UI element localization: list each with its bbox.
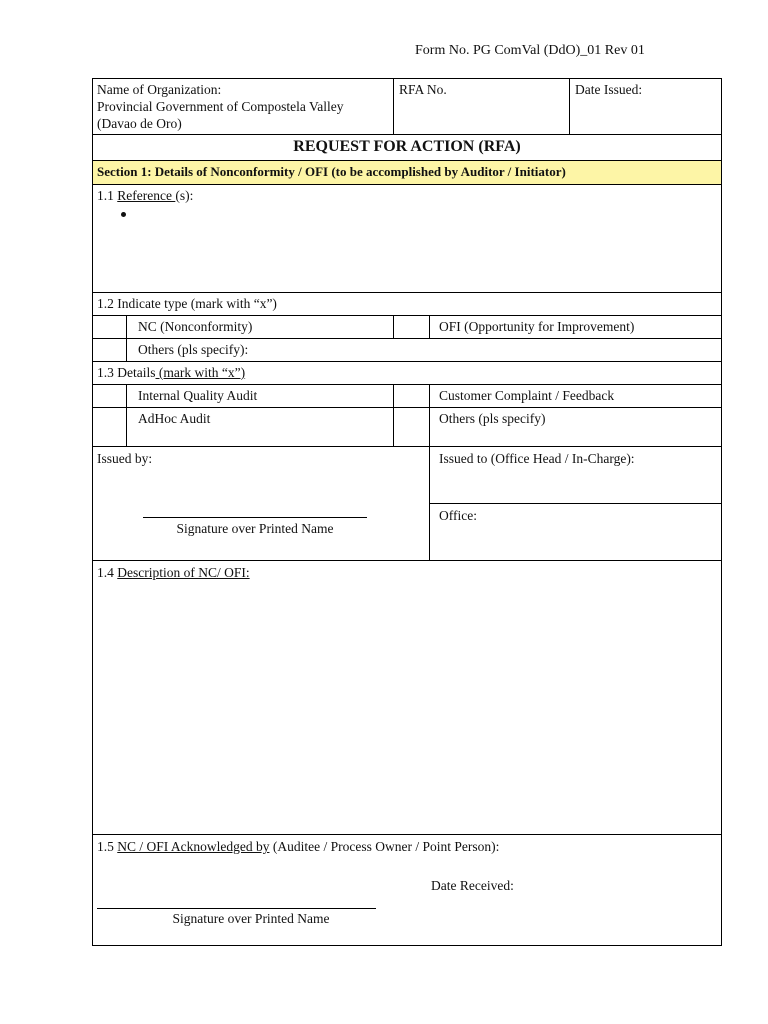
description-heading: 1.4 Description of NC/ OFI:: [97, 565, 250, 580]
ofi-label: OFI (Opportunity for Improvement): [439, 319, 635, 334]
divider: [92, 446, 722, 447]
type-others-label: Others (pls specify):: [138, 342, 249, 357]
divider: [92, 338, 722, 339]
divider: [92, 184, 722, 185]
acknowledged-signature-caption: Signature over Printed Name: [172, 911, 330, 926]
type-heading: 1.2 Indicate type (mark with “x”): [97, 296, 277, 311]
type-others-checkbox[interactable]: [93, 339, 126, 361]
bullet-point: [121, 212, 126, 217]
divider: [429, 315, 430, 338]
internal-audit-checkbox[interactable]: [93, 385, 126, 407]
divider: [569, 78, 570, 134]
issued-by-signature-caption: Signature over Printed Name: [176, 521, 334, 536]
divider: [429, 384, 430, 446]
office-label: Office:: [439, 508, 477, 523]
date-issued-label: Date Issued:: [575, 82, 643, 97]
divider: [429, 503, 722, 504]
divider: [92, 361, 722, 362]
description-field[interactable]: [93, 585, 721, 833]
divider: [393, 78, 394, 134]
divider: [92, 834, 722, 835]
nc-checkbox[interactable]: [93, 316, 126, 338]
signature-line: [143, 517, 367, 518]
rfa-no-label: RFA No.: [399, 82, 447, 97]
adhoc-audit-checkbox[interactable]: [93, 408, 126, 446]
org-label: Name of Organization:: [97, 82, 222, 97]
divider: [92, 560, 722, 561]
reference-heading: 1.1 Reference (s):: [97, 188, 194, 203]
date-received-label: Date Received:: [431, 878, 514, 893]
divider: [126, 384, 127, 446]
internal-audit-label: Internal Quality Audit: [138, 388, 258, 403]
divider: [92, 134, 722, 135]
acknowledged-heading: 1.5 NC / OFI Acknowledged by (Auditee / Process Owner / Point Person):: [97, 839, 500, 854]
customer-complaint-label: Customer Complaint / Feedback: [439, 388, 615, 403]
customer-complaint-checkbox[interactable]: [394, 385, 429, 407]
details-others-label: Others (pls specify): [439, 411, 546, 426]
form-title: REQUEST FOR ACTION (RFA): [293, 138, 521, 155]
org-alt-name: (Davao de Oro): [97, 116, 182, 131]
divider: [92, 292, 722, 293]
divider: [429, 446, 430, 560]
divider: [126, 315, 127, 361]
details-others-checkbox[interactable]: [394, 408, 429, 446]
ofi-checkbox[interactable]: [394, 316, 429, 338]
org-name: Provincial Government of Compostela Valley: [97, 99, 344, 114]
details-heading: 1.3 Details (mark with “x”): [97, 365, 246, 380]
signature-line: [97, 908, 376, 909]
section-1-heading: Section 1: Details of Nonconformity / OFI (to be accomplished by Auditor / Initiator): [97, 164, 566, 179]
adhoc-audit-label: AdHoc Audit: [138, 411, 211, 426]
issued-to-label: Issued to (Office Head / In-Charge):: [439, 451, 635, 466]
nc-label: NC (Nonconformity): [138, 319, 253, 334]
form-number: Form No. PG ComVal (DdO)_01 Rev 01: [415, 43, 645, 58]
issued-by-label: Issued by:: [97, 451, 153, 466]
